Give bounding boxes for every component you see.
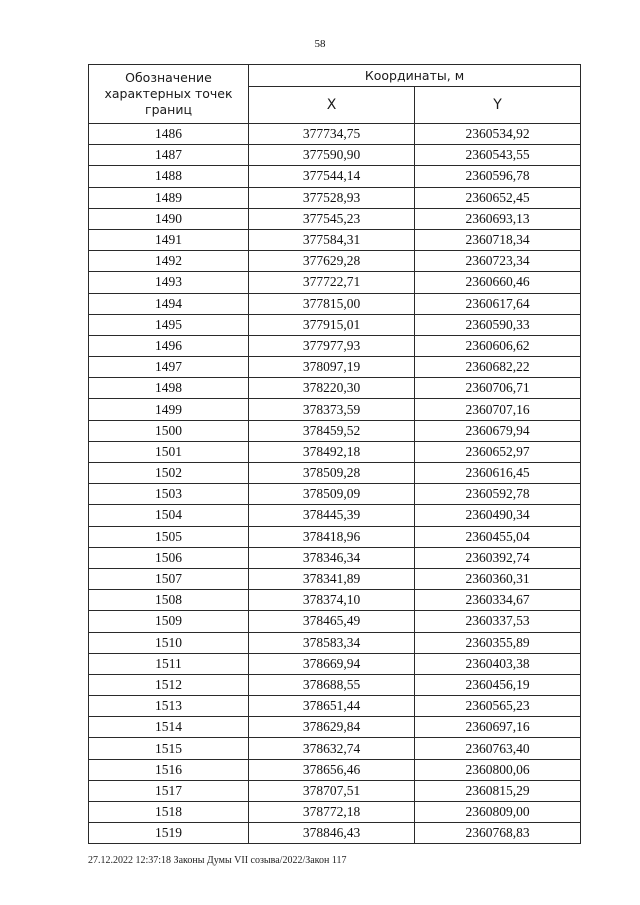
x-coordinate-cell: 377815,00 (249, 293, 415, 314)
coordinates-header: Координаты, м (249, 65, 581, 87)
page-number: 58 (314, 38, 326, 50)
point-cell: 1488 (89, 166, 249, 187)
x-coordinate-cell: 377590,90 (249, 145, 415, 166)
point-cell: 1498 (89, 378, 249, 399)
x-coordinate-cell: 378772,18 (249, 802, 415, 823)
point-cell: 1507 (89, 568, 249, 589)
y-coordinate-cell: 2360534,92 (415, 124, 581, 145)
x-coordinate-cell: 378629,84 (249, 717, 415, 738)
y-coordinate-cell: 2360543,55 (415, 145, 581, 166)
point-cell: 1503 (89, 484, 249, 505)
x-coordinate-cell: 377528,93 (249, 187, 415, 208)
point-cell: 1490 (89, 208, 249, 229)
point-cell: 1499 (89, 399, 249, 420)
x-header: X (249, 87, 415, 124)
table-row (89, 399, 581, 420)
table-row (89, 568, 581, 589)
table-row (89, 759, 581, 780)
y-coordinate-cell: 2360392,74 (415, 547, 581, 568)
table-row (89, 484, 581, 505)
table-row (89, 526, 581, 547)
y-coordinate-cell: 2360815,29 (415, 780, 581, 801)
table-row (89, 187, 581, 208)
x-coordinate-cell: 378651,44 (249, 696, 415, 717)
y-coordinate-cell: 2360590,33 (415, 314, 581, 335)
x-coordinate-cell: 378846,43 (249, 823, 415, 844)
table-row (89, 738, 581, 759)
y-coordinate-cell: 2360616,45 (415, 463, 581, 484)
point-cell: 1514 (89, 717, 249, 738)
point-cell: 1492 (89, 251, 249, 272)
y-coordinate-cell: 2360809,00 (415, 802, 581, 823)
point-cell: 1486 (89, 124, 249, 145)
y-coordinate-cell: 2360660,46 (415, 272, 581, 293)
y-coordinate-cell: 2360490,34 (415, 505, 581, 526)
point-cell: 1508 (89, 590, 249, 611)
point-cell: 1489 (89, 187, 249, 208)
point-cell: 1497 (89, 357, 249, 378)
table-row (89, 674, 581, 695)
table-row (89, 314, 581, 335)
table-row (89, 357, 581, 378)
table-row (89, 717, 581, 738)
table-row (89, 378, 581, 399)
x-coordinate-cell: 378465,49 (249, 611, 415, 632)
x-coordinate-cell: 377629,28 (249, 251, 415, 272)
y-header: Y (415, 87, 581, 124)
table-row (89, 441, 581, 462)
y-coordinate-cell: 2360456,19 (415, 674, 581, 695)
y-coordinate-cell: 2360652,45 (415, 187, 581, 208)
point-cell: 1516 (89, 759, 249, 780)
y-coordinate-cell: 2360337,53 (415, 611, 581, 632)
x-coordinate-cell: 378459,52 (249, 420, 415, 441)
y-coordinate-cell: 2360763,40 (415, 738, 581, 759)
y-coordinate-cell: 2360706,71 (415, 378, 581, 399)
y-coordinate-cell: 2360565,23 (415, 696, 581, 717)
table-row (89, 802, 581, 823)
point-cell: 1494 (89, 293, 249, 314)
x-coordinate-cell: 378220,30 (249, 378, 415, 399)
table-row (89, 547, 581, 568)
point-cell: 1500 (89, 420, 249, 441)
x-coordinate-cell: 378656,46 (249, 759, 415, 780)
x-coordinate-cell: 378341,89 (249, 568, 415, 589)
x-coordinate-cell: 377722,71 (249, 272, 415, 293)
table-row (89, 145, 581, 166)
y-coordinate-cell: 2360707,16 (415, 399, 581, 420)
point-cell: 1495 (89, 314, 249, 335)
y-coordinate-cell: 2360652,97 (415, 441, 581, 462)
table-row (89, 335, 581, 356)
x-coordinate-cell: 377734,75 (249, 124, 415, 145)
x-coordinate-cell: 378583,34 (249, 632, 415, 653)
y-coordinate-cell: 2360592,78 (415, 484, 581, 505)
point-cell: 1491 (89, 229, 249, 250)
x-coordinate-cell: 378374,10 (249, 590, 415, 611)
x-coordinate-cell: 378492,18 (249, 441, 415, 462)
point-cell: 1496 (89, 335, 249, 356)
table-row (89, 780, 581, 801)
y-coordinate-cell: 2360606,62 (415, 335, 581, 356)
table-row (89, 632, 581, 653)
table-row (89, 463, 581, 484)
point-cell: 1505 (89, 526, 249, 547)
point-cell: 1510 (89, 632, 249, 653)
y-coordinate-cell: 2360768,83 (415, 823, 581, 844)
point-cell: 1518 (89, 802, 249, 823)
y-coordinate-cell: 2360697,16 (415, 717, 581, 738)
table-row (89, 208, 581, 229)
y-coordinate-cell: 2360723,34 (415, 251, 581, 272)
x-coordinate-cell: 377977,93 (249, 335, 415, 356)
table-row (89, 611, 581, 632)
point-cell: 1493 (89, 272, 249, 293)
table-row (89, 272, 581, 293)
x-coordinate-cell: 377545,23 (249, 208, 415, 229)
coordinates-table (88, 64, 581, 844)
table-body (89, 124, 581, 844)
document-footer: 27.12.2022 12:37:18 Законы Думы VII созыва/2022/Закон 117 (88, 855, 347, 866)
table-row (89, 505, 581, 526)
x-coordinate-cell: 378373,59 (249, 399, 415, 420)
point-cell: 1515 (89, 738, 249, 759)
y-coordinate-cell: 2360679,94 (415, 420, 581, 441)
y-coordinate-cell: 2360718,34 (415, 229, 581, 250)
designation-header: Обозначение характерных точек границ (89, 65, 249, 124)
x-coordinate-cell: 378346,34 (249, 547, 415, 568)
point-cell: 1519 (89, 823, 249, 844)
y-coordinate-cell: 2360355,89 (415, 632, 581, 653)
x-coordinate-cell: 378669,94 (249, 653, 415, 674)
x-coordinate-cell: 377544,14 (249, 166, 415, 187)
point-cell: 1513 (89, 696, 249, 717)
y-coordinate-cell: 2360617,64 (415, 293, 581, 314)
table-row (89, 229, 581, 250)
point-cell: 1506 (89, 547, 249, 568)
x-coordinate-cell: 377915,01 (249, 314, 415, 335)
y-coordinate-cell: 2360334,67 (415, 590, 581, 611)
y-coordinate-cell: 2360800,06 (415, 759, 581, 780)
x-coordinate-cell: 378688,55 (249, 674, 415, 695)
point-cell: 1512 (89, 674, 249, 695)
x-coordinate-cell: 378707,51 (249, 780, 415, 801)
point-cell: 1504 (89, 505, 249, 526)
y-coordinate-cell: 2360360,31 (415, 568, 581, 589)
table-row (89, 166, 581, 187)
y-coordinate-cell: 2360403,38 (415, 653, 581, 674)
point-cell: 1501 (89, 441, 249, 462)
y-coordinate-cell: 2360693,13 (415, 208, 581, 229)
point-cell: 1511 (89, 653, 249, 674)
y-coordinate-cell: 2360682,22 (415, 357, 581, 378)
x-coordinate-cell: 378097,19 (249, 357, 415, 378)
x-coordinate-cell: 378445,39 (249, 505, 415, 526)
table-row (89, 696, 581, 717)
y-coordinate-cell: 2360455,04 (415, 526, 581, 547)
table-row (89, 653, 581, 674)
table-row (89, 590, 581, 611)
table-row (89, 823, 581, 844)
y-coordinate-cell: 2360596,78 (415, 166, 581, 187)
point-cell: 1487 (89, 145, 249, 166)
point-cell: 1517 (89, 780, 249, 801)
x-coordinate-cell: 377584,31 (249, 229, 415, 250)
table-row (89, 251, 581, 272)
table-row (89, 293, 581, 314)
point-cell: 1509 (89, 611, 249, 632)
x-coordinate-cell: 378418,96 (249, 526, 415, 547)
x-coordinate-cell: 378632,74 (249, 738, 415, 759)
table-row (89, 124, 581, 145)
point-cell: 1502 (89, 463, 249, 484)
table-row (89, 420, 581, 441)
x-coordinate-cell: 378509,09 (249, 484, 415, 505)
x-coordinate-cell: 378509,28 (249, 463, 415, 484)
